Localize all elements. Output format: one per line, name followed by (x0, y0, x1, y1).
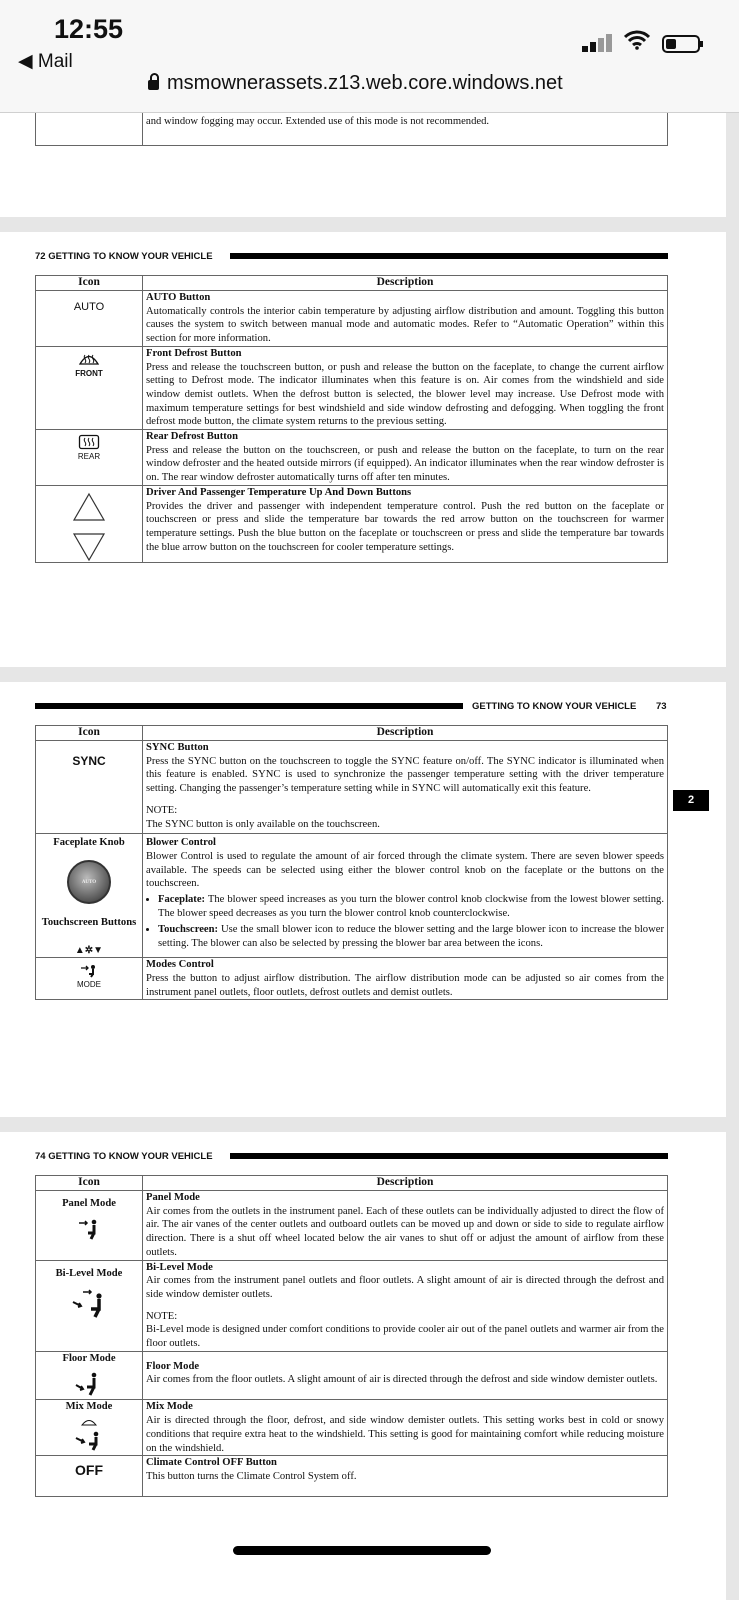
table-row (36, 1456, 668, 1497)
row-text: Press and release the button on the touchscreen, or push and release the button on the faceplate, to turn on the rear window defroster and the heated outside mirrors (if equipped). An indicator illuminates when the rear window defroster is on. The rear window defroster automatically turns off after ten minutes. (146, 444, 664, 484)
temperature-up-icon (72, 492, 106, 522)
col-desc-header: Description (143, 726, 668, 741)
temperature-down-icon (72, 532, 106, 562)
row-text: Provides the driver and passenger with independent temperature control. Push the red button on the faceplate or touchscreen or press and slide the temperature bar towards the red arrow button on the touchscreen for warmer temperature settings. Push the blue button on the faceplate or touchscreen or press and slide the temperature bar towards the blue arrow button on the touchscreen for cooler temperature settings. (146, 500, 664, 553)
blower-touch-icons: ▲✲▼ (74, 944, 104, 956)
climate-table-73 (35, 725, 668, 1000)
page-number: 73 (656, 701, 667, 712)
header-rule (230, 253, 668, 259)
mode-icon (80, 964, 98, 978)
row-text: Press the SYNC button on the touchscreen to toggle the SYNC feature on/off. The SYNC indicator is illuminated when this feature is enabled. SYNC is used to synchronize the passenger temperature setting with the driver temperature setting. Changing the passenger’s temperature setting while in SYNC will automatically exit this feature. (146, 755, 664, 795)
table-row (36, 485, 668, 562)
header-rule (35, 703, 463, 709)
blower-knob-icon (67, 860, 111, 904)
col-desc-header: Description (143, 1176, 668, 1191)
note-text: Bi-Level mode is designed under comfort conditions to provide cooler air out of the panel outlets and warmer air from the floor outlets. (146, 1324, 664, 1350)
faceplate-label: Faceplate: (158, 894, 206, 906)
mix-mode-icon (72, 1418, 106, 1452)
browser-status-bar (0, 0, 739, 113)
table-row (36, 430, 668, 486)
home-indicator[interactable] (233, 1546, 491, 1555)
floor-mode-icon (74, 1369, 104, 1399)
page-72 (0, 232, 726, 667)
table-row (36, 346, 668, 429)
row-title: Blower Control (146, 837, 216, 849)
row-title: Modes Control (146, 959, 214, 971)
rear-icon-label: REAR (77, 452, 101, 462)
header-rule (230, 1153, 668, 1159)
bilevel-mode-icon (69, 1286, 109, 1320)
table-row (36, 958, 668, 1000)
page-74 (0, 1132, 726, 1600)
note-label: NOTE: (146, 1310, 178, 1322)
table-row (36, 741, 668, 834)
table-row (36, 1191, 668, 1261)
floor-mode-label: Floor Mode (62, 1352, 116, 1364)
bilevel-mode-label: Bi-Level Mode (55, 1267, 123, 1279)
climate-table-72 (35, 275, 668, 563)
table-row (36, 1260, 668, 1351)
row-title: AUTO Button (146, 292, 211, 303)
row-text: Blower Control is used to regulate the amount of air forced through the climate system. There are seven blower speeds available. The speeds can be selected using either the blower control knob on the faceplate or the buttons on the touchscreen. (146, 850, 664, 890)
mode-icon-label: MODE (77, 980, 101, 990)
table-row (36, 1351, 668, 1400)
row-text: Air is directed through the floor, defrost, and side window demister outlets. This setting works best in cold or snowy conditions that require extra heat to the windshield. This setting is good for maintaining comfort while reducing moisture on the windshield. (146, 1415, 664, 1454)
page-header: GETTING TO KNOW YOUR VEHICLE (472, 701, 637, 712)
off-icon: OFF (36, 1456, 143, 1497)
row-title: Panel Mode (146, 1192, 200, 1203)
touchscreen-text-label: Touchscreen: (158, 924, 219, 936)
panel-mode-icon (78, 1217, 100, 1241)
back-label: Mail (37, 51, 73, 72)
sync-icon: SYNC (36, 741, 143, 834)
mix-mode-label: Mix Mode (65, 1401, 113, 1413)
rear-defrost-icon (78, 434, 100, 450)
row-title: SYNC Button (146, 742, 209, 753)
clock: 12:55 (54, 14, 124, 44)
front-defrost-icon (78, 351, 100, 367)
col-desc-header: Description (143, 276, 668, 291)
row-title: Mix Mode (146, 1401, 193, 1413)
recirc-text: and window fogging may occur. Extended use of this mode is not recommended. (143, 101, 668, 146)
page-header: 72 GETTING TO KNOW YOUR VEHICLE (35, 251, 213, 262)
row-text: Press the button to adjust airflow distribution. The airflow distribution mode can be adjusted so air comes from the instrument panel outlets, floor outlets, defrost outlets and demist outlets. (146, 973, 664, 998)
row-text: This button turns the Climate Control System off. (146, 1470, 357, 1482)
lock-icon (148, 80, 159, 90)
auto-icon: AUTO (36, 291, 143, 347)
panel-mode-label: Panel Mode (62, 1198, 116, 1209)
col-icon-header: Icon (36, 276, 143, 291)
faceplate-text: The blower speed increases as you turn the blower control knob clockwise from the lowest blower setting. The blower speed decreases as you turn the blower control knob counterclockwise. (158, 894, 664, 919)
row-text: Air comes from the outlets in the instrument panel. Each of these outlets can be individually adjusted to direct the flow of air. The air vanes of the center outlets and outboard outlets can be moved up and down or side to side to regulate airflow direction. There is a shut off wheel located below the air vanes to shut off or adjust the amount of airflow from these outlets. (146, 1205, 664, 1258)
row-text: Air comes from the floor outlets. A slight amount of air is directed through the defrost and side window demister outlets. (146, 1374, 658, 1386)
knob-label: Faceplate Knob (53, 837, 125, 849)
touchscreen-text: Use the small blower icon to reduce the blower setting and the large blower icon to increase the blower setting. The blower can also be selected by pressing the blower bar area between the icons. (158, 924, 664, 950)
battery-icon (662, 35, 700, 53)
back-to-mail-button[interactable]: ◀ Mail (18, 51, 73, 72)
row-text: Automatically controls the interior cabin temperature by adjusting airflow distribution and amount. Toggling this button causes the system to switch between manual mode and automatic modes. Refer to “Automatic Operation” within this section for more information. (146, 305, 664, 345)
knob-auto-label: AUTO (81, 879, 97, 885)
page-73 (0, 682, 726, 1117)
row-text: Press and release the touchscreen button, or push and release the button on the faceplate, to change the current airflow setting to Defrost mode. The indicator illuminates when this feature is on. Air comes from the windshield and side window demist outlets. When the defrost button is selected, the blower level may increase. Use Defrost mode with maximum temperature settings for best windshield and side window defrosting and defogging. When toggling the front defrost mode button, the climate system returns to the previous setting. (146, 361, 664, 428)
front-icon-label: FRONT (75, 368, 103, 378)
row-title: Bi-Level Mode (146, 1261, 213, 1273)
url-text: msmownerassets.z13.web.core.windows.net (167, 72, 563, 94)
row-title: Floor Mode (146, 1360, 200, 1372)
chapter-tab: 2 (673, 790, 709, 811)
col-icon-header: Icon (36, 1176, 143, 1191)
address-bar[interactable] (148, 72, 563, 95)
note-text: The SYNC button is only available on the touchscreen. (146, 818, 380, 830)
row-text: Air comes from the instrument panel outlets and floor outlets. A slight amount of air is directed through the defrost and side window demister outlets. (146, 1275, 664, 1300)
note-label: NOTE: (146, 804, 178, 816)
row-title: Rear Defrost Button (146, 431, 238, 443)
row-title: Front Defrost Button (146, 347, 242, 359)
col-icon-header: Icon (36, 726, 143, 741)
table-row (36, 291, 668, 347)
row-title: Driver And Passenger Temperature Up And Down Buttons (146, 486, 412, 498)
touchscreen-label: Touchscreen Buttons (41, 916, 137, 928)
table-row (36, 1400, 668, 1456)
row-title: Climate Control OFF Button (146, 1457, 277, 1469)
table-row (36, 834, 668, 958)
page-header: 74 GETTING TO KNOW YOUR VEHICLE (35, 1151, 213, 1162)
wifi-icon (624, 30, 650, 50)
signal-icon (582, 34, 614, 52)
climate-table-74 (35, 1175, 668, 1497)
